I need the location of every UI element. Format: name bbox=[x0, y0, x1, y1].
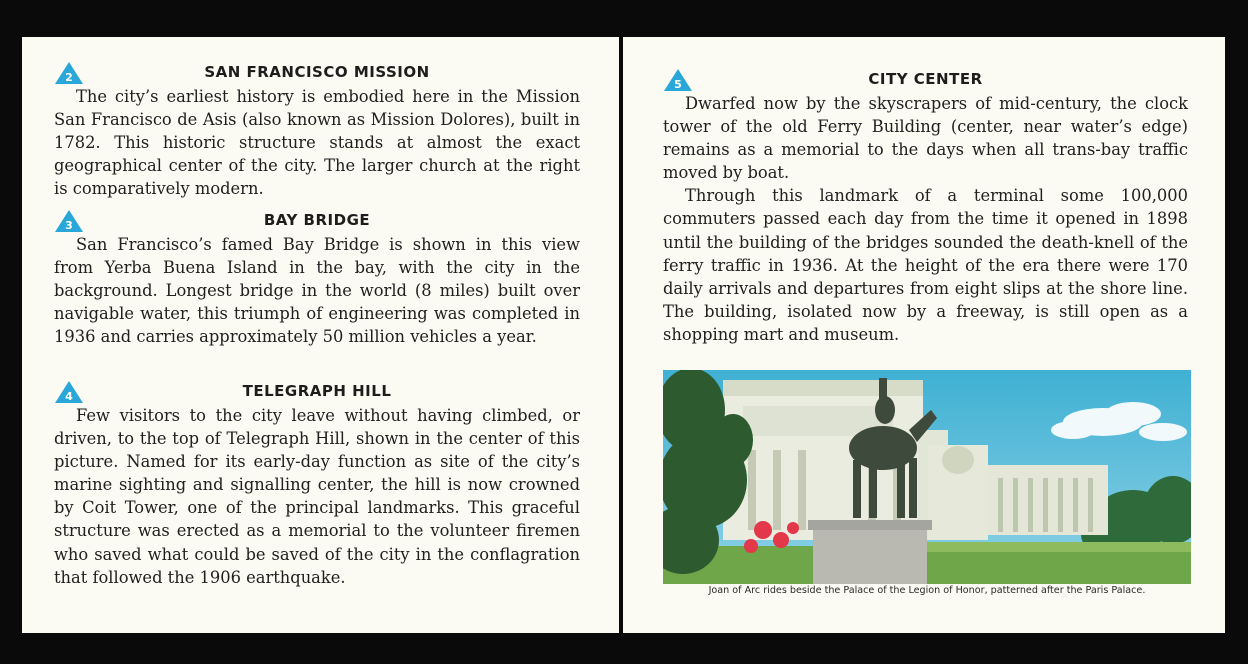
section-heading: SAN FRANCISCO MISSION bbox=[204, 63, 430, 81]
section-paragraph: The city’s earliest history is embodied here in the Mission San Francisco de Asis (also known as Mission Dolores), built in 1782. This historic structure stands at almost the exact geographical center of the city. The larger church at the right is comparatively modern. bbox=[54, 87, 580, 199]
section-paragraph: Through this landmark of a terminal some 100,000 commuters passed each day from the time it opened in 1898 until the building of the bridges sounded the death-knell of the ferry traffic in 1936. At the height of the era there were 170 daily arrivals and departures from eight slips at the shore line. The building, isolated now by a freeway, is still open as a shopping mart and museum. bbox=[663, 186, 1188, 344]
section-san-francisco-mission bbox=[54, 61, 580, 200]
section-paragraph: Few visitors to the city leave without having climbed, or driven, to the top of Telegraph Hill, shown in the center of this picture. Named for its early-day function as site of the city’s marine sighting and signalling center, the hill is now crowned by Coit Tower, one of the principal landmarks. This graceful structure was erected as a memorial to the volunteer firemen who saved what could be saved of the city in the conflagration that followed the 1906 earthquake. bbox=[54, 406, 580, 587]
section-city-center bbox=[663, 68, 1188, 346]
section-heading: CITY CENTER bbox=[868, 70, 983, 88]
section-heading-row bbox=[54, 209, 580, 233]
section-paragraph: Dwarfed now by the skyscrapers of mid-century, the clock tower of the old Ferry Building (center, near water’s edge) remains as a memorial to the days when all trans-bay traffic moved by boat. bbox=[663, 94, 1188, 183]
legion-of-honor-photo bbox=[663, 370, 1191, 584]
left-page bbox=[22, 37, 619, 633]
section-heading-row bbox=[54, 380, 580, 404]
section-paragraph: San Francisco’s famed Bay Bridge is shown in this view from Yerba Buena Island in the bay, with the city in the background. Longest bridge in the world (8 miles) built over navigable water, this triumph of engineering was completed in 1936 and carries approximately 50 million vehicles a year. bbox=[54, 235, 580, 347]
right-page bbox=[623, 37, 1225, 633]
section-telegraph-hill bbox=[54, 380, 580, 589]
marker-number: 2 bbox=[65, 71, 73, 84]
marker-number: 3 bbox=[65, 219, 73, 232]
section-heading: BAY BRIDGE bbox=[263, 211, 371, 229]
marker-number: 4 bbox=[65, 390, 73, 403]
section-heading: TELEGRAPH HILL bbox=[242, 382, 392, 400]
section-heading-row bbox=[663, 68, 1188, 92]
photo-caption: Joan of Arc rides beside the Palace of the Legion of Honor, patterned after the Paris Palace. bbox=[708, 585, 1146, 596]
marker-number: 5 bbox=[674, 78, 682, 91]
section-heading-row bbox=[54, 61, 580, 85]
section-bay-bridge bbox=[54, 209, 580, 348]
